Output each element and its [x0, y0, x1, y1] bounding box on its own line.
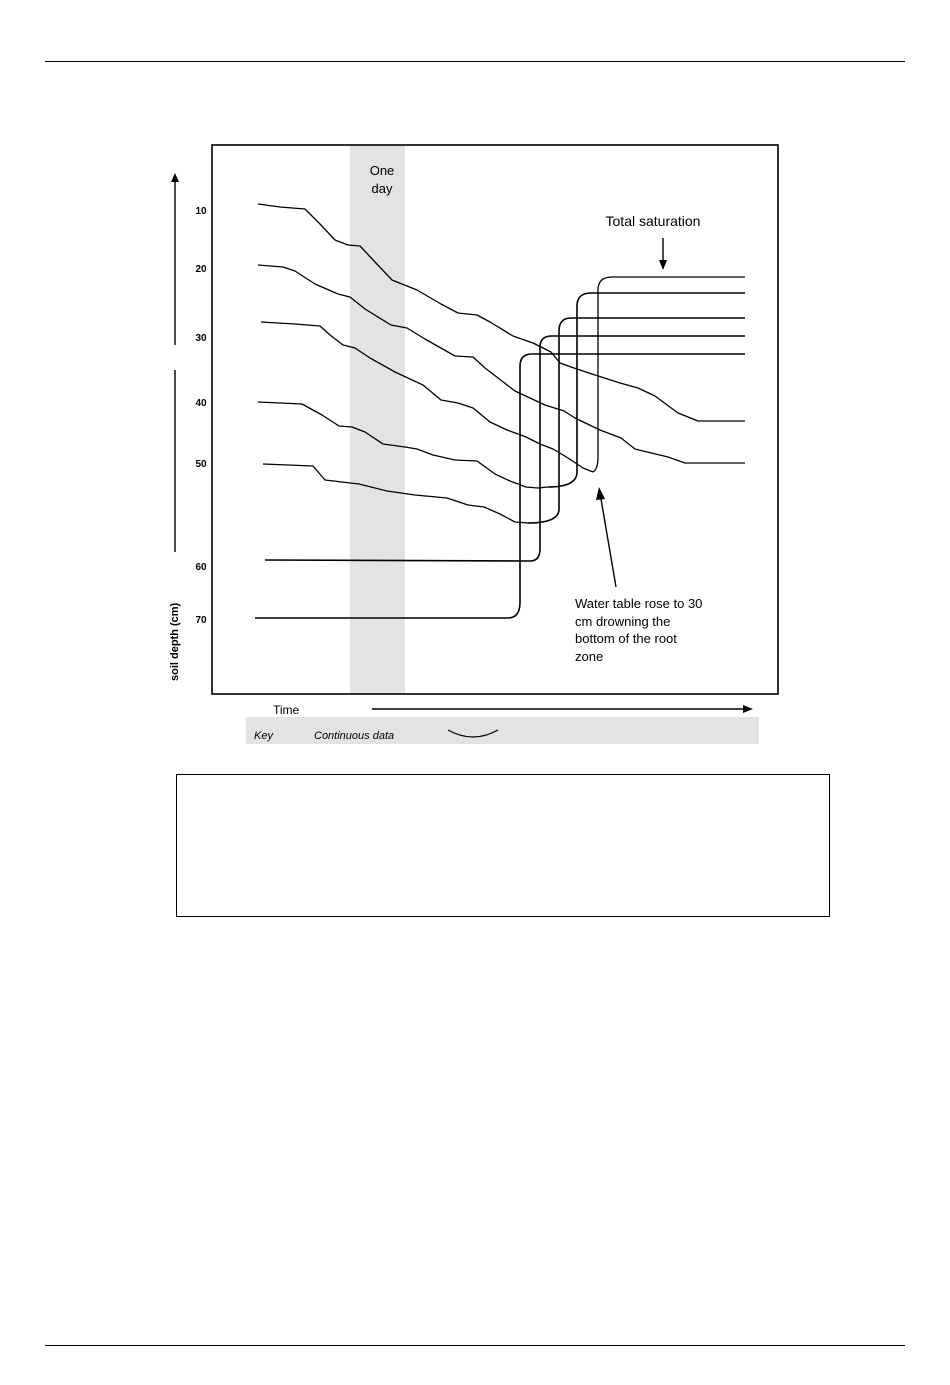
- y-tick-label: 40: [195, 398, 207, 409]
- footer-rule: [45, 1345, 905, 1346]
- y-tick-label: 70: [195, 615, 207, 626]
- key-entry-label: Continuous data: [314, 730, 395, 742]
- water-table-note-line-1: Water table rose to 30: [575, 596, 703, 611]
- band-label-line-1: One: [369, 163, 395, 178]
- soil-depth-chart: [155, 127, 790, 767]
- key-title: Key: [254, 730, 273, 742]
- caption-box: [176, 774, 830, 917]
- y-tick-label: 10: [195, 206, 207, 217]
- y-tick-label: 30: [195, 333, 207, 344]
- water-table-note-line-2: cm drowning the: [575, 614, 671, 629]
- band-label-line-2: day: [371, 181, 393, 196]
- y-tick-label: 50: [195, 459, 207, 470]
- water-table-note-line-4: zone: [575, 649, 604, 664]
- water-table-note-line-3: bottom of the root: [575, 631, 677, 646]
- header-rule: [45, 61, 905, 62]
- total-saturation-label: Total saturation: [605, 213, 701, 229]
- y-axis-title: soil depth (cm): [169, 602, 181, 681]
- y-tick-label: 20: [195, 264, 207, 275]
- one-day-band: [350, 145, 405, 694]
- y-tick-label: 60: [195, 562, 207, 573]
- x-axis-title: Time: [273, 703, 300, 717]
